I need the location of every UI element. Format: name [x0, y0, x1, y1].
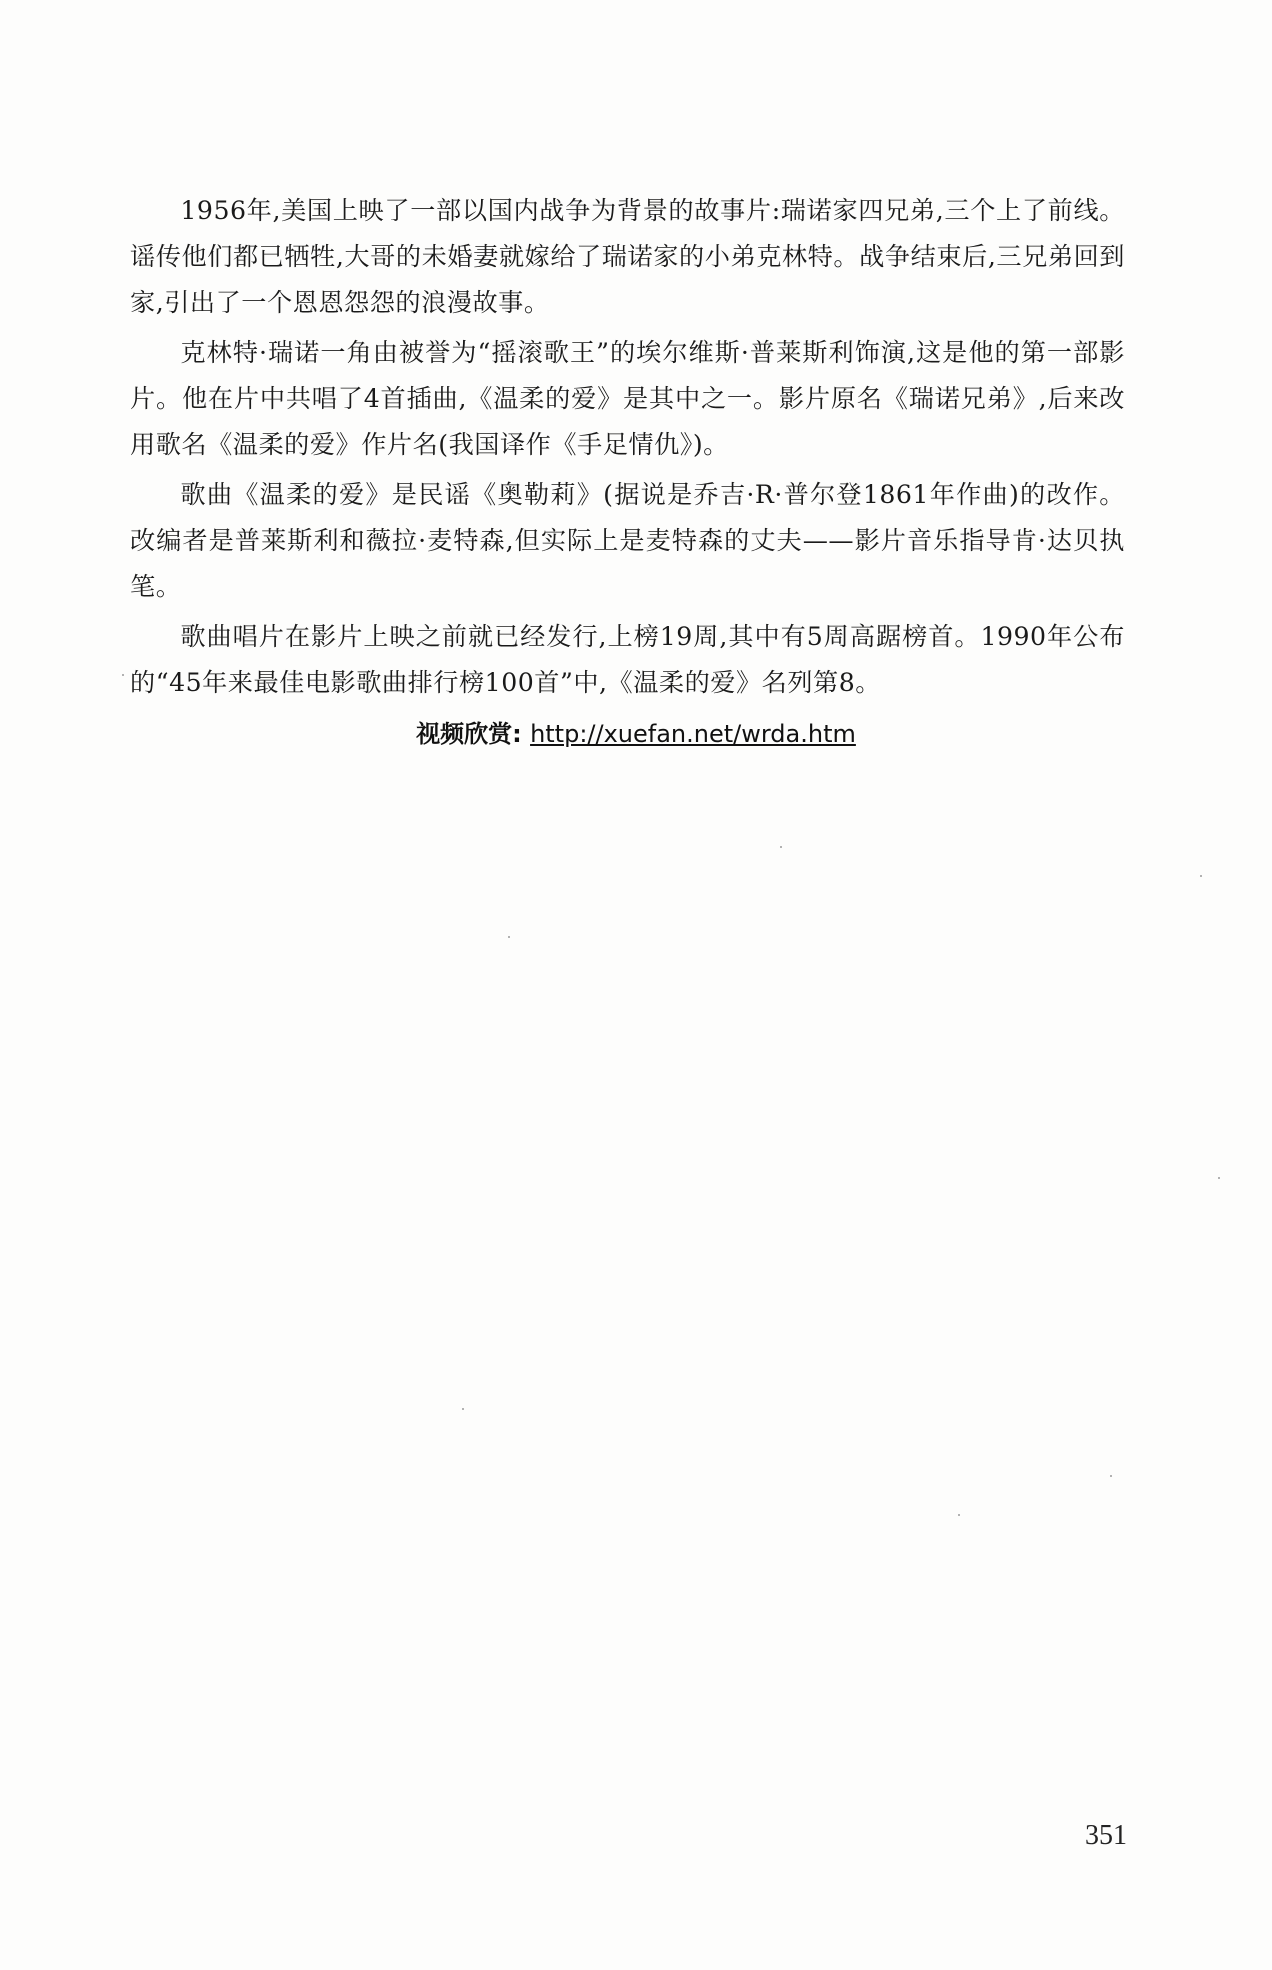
body-text — [130, 188, 1125, 706]
scan-speck — [1200, 875, 1202, 877]
scan-speck — [462, 1408, 464, 1410]
scan-speck — [122, 674, 124, 676]
paragraph-1: 1956年,美国上映了一部以国内战争为背景的故事片:瑞诺家四兄弟,三个上了前线。谣传他们都已牺牲,大哥的未婚妻就嫁给了瑞诺家的小弟克林特。战争结束后,三兄弟回到家,引出了一个恩恩怨怨的浪漫故事。 — [130, 196, 1125, 317]
paragraph-2: 克林特·瑞诺一角由被誉为“摇滚歌王”的埃尔维斯·普莱斯利饰演,这是他的第一部影片。他在片中共唱了4首插曲,《温柔的爱》是其中之一。影片原名《瑞诺兄弟》,后来改用歌名《温柔的爱》作片名(我国译作《手足情仇》)。 — [130, 338, 1125, 459]
scan-speck — [508, 936, 510, 938]
scan-speck — [1218, 1177, 1220, 1179]
video-link[interactable]: http://xuefan.net/wrda.htm — [530, 720, 856, 748]
page-number: 351 — [1085, 1820, 1127, 1851]
scan-speck — [1110, 1475, 1112, 1477]
scan-speck — [780, 846, 782, 848]
video-reference — [0, 714, 1272, 749]
scan-speck — [958, 1514, 960, 1516]
paragraph-3: 歌曲《温柔的爱》是民谣《奥勒莉》(据说是乔吉·R·普尔登1861年作曲)的改作。改编者是普莱斯利和薇拉·麦特森,但实际上是麦特森的丈夫——影片音乐指导肯·达贝执笔。 — [130, 480, 1125, 601]
paragraph-4: 歌曲唱片在影片上映之前就已经发行,上榜19周,其中有5周高踞榜首。1990年公布的“45年来最佳电影歌曲排行榜100首”中,《温柔的爱》名列第8。 — [130, 622, 1125, 697]
video-label: 视频欣赏: — [416, 720, 522, 748]
